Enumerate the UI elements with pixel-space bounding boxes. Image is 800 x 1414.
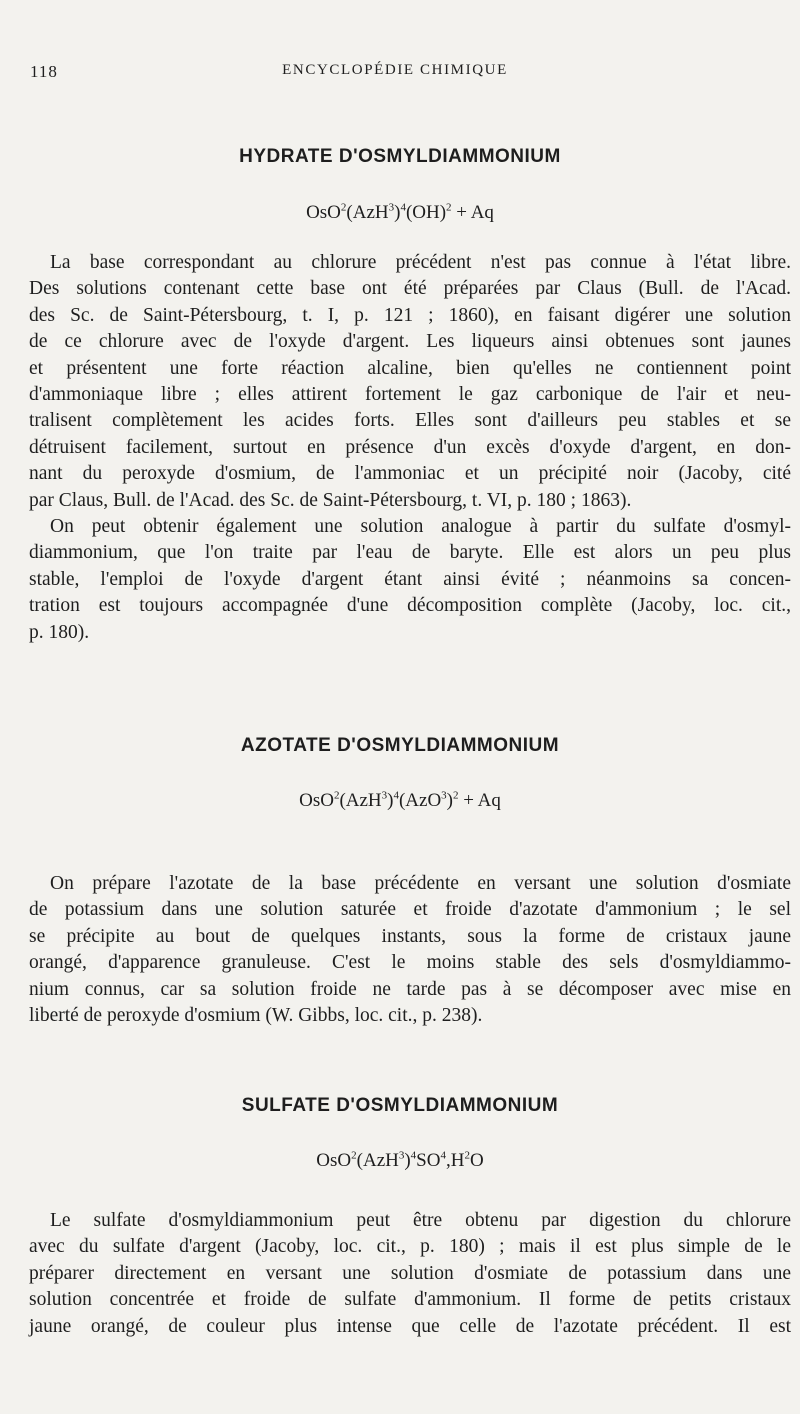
text-line: tration est toujours accompagnée d'une décomposition complète (Jacoby, loc. cit., (29, 595, 791, 617)
text-line: On peut obtenir également une solution analogue à partir du sulfate d'osmyl- (50, 516, 791, 537)
text-line: de potassium dans une solution saturée et froide d'azotate d'ammonium ; le sel (29, 899, 791, 921)
running-title: ENCYCLOPÉDIE CHIMIQUE (282, 62, 508, 78)
text-line: avec du sulfate d'argent (Jacoby, loc. cit., p. 180) ; mais il est plus simple de le (29, 1236, 791, 1258)
paragraph-sulfate (29, 1208, 791, 1340)
text-line: nium connus, car sa solution froide ne tarde pas à se décomposer avec mise en (29, 978, 791, 1000)
formula-text: SO (416, 1150, 441, 1171)
formula-text: + Aq (458, 790, 501, 811)
formula-superscript: 4 (440, 1149, 446, 1162)
formula-superscript: 2 (446, 201, 452, 214)
text-line: des Sc. de Saint-Pétersbourg, t. I, p. 121 ; 1860), en faisant digérer une solution (29, 304, 791, 326)
formula-text: (AzH (339, 790, 382, 811)
formula-superscript: 2 (464, 1149, 470, 1162)
formula-superscript: 2 (333, 789, 340, 802)
text-line: solution concentrée et froide de sulfate d'ammonium. Il forme de petits cristaux (29, 1289, 791, 1311)
formula-text: OsO (299, 790, 334, 811)
formula-text: + Aq (451, 202, 494, 223)
text-line: tralisent complètement les acides forts. Elles sont d'ailleurs peu stables et se (29, 410, 791, 432)
text-line: d'ammoniaque libre ; elles attirent fortement le gaz carbonique de l'air et neu- (29, 384, 791, 406)
formula-superscript: 2 (351, 1149, 357, 1162)
text-line: jaune orangé, de couleur plus intense que celle de l'azotate précédent. Il est (29, 1315, 791, 1337)
text-line: La base correspondant au chlorure précédent n'est pas connue à l'état libre. (50, 252, 791, 273)
text-line: de ce chlorure avec de l'oxyde d'argent. Les liqueurs ainsi obtenues sont jaunes (29, 331, 791, 353)
formula-superscript: 4 (393, 789, 399, 802)
text-line: se précipite au bout de quelques instants, sous la forme de cristaux jaune (29, 925, 791, 947)
formula-text: (OH) (405, 202, 447, 223)
formula-sulfate (0, 1150, 800, 1172)
formula-text: ) (404, 1150, 411, 1171)
formula-text: (AzO (398, 790, 442, 811)
formula-text: (AzH (346, 202, 389, 223)
text-line: par Claus, Bull. de l'Acad. des Sc. de Saint-Pétersbourg, t. VI, p. 180 ; 1863). (29, 489, 632, 511)
text-line: préparer directement en versant une solution d'osmiate de potassium dans une (29, 1262, 791, 1284)
formula-text: ,H (445, 1150, 465, 1171)
formula-text: O (469, 1150, 484, 1171)
formula-superscript: 2 (340, 201, 347, 214)
formula-superscript: 3 (441, 789, 447, 802)
formula-azotate (0, 790, 800, 812)
text-line: diammonium, que l'on traite par l'eau de baryte. Elle est alors un peu plus (29, 542, 791, 564)
formula-text: ) (394, 202, 401, 223)
formula-text: ) (387, 790, 394, 811)
text-line: stable, l'emploi de l'oxyde d'argent étant ainsi évité ; néanmoins sa concen- (29, 568, 791, 590)
section-title-azotate: AZOTATE D'OSMYLDIAMMONIUM (240, 735, 560, 756)
section-title-hydrate: HYDRATE D'OSMYLDIAMMONIUM (239, 146, 561, 167)
page-header (30, 62, 760, 86)
formula-superscript: 4 (410, 1149, 417, 1162)
text-line: liberté de peroxyde d'osmium (W. Gibbs, loc. cit., p. 238). (29, 1005, 483, 1027)
text-line: p. 180). (29, 621, 90, 643)
formula-text: ) (446, 790, 453, 811)
text-line: Des solutions contenant cette base ont été préparées par Claus (Bull. de l'Acad. (29, 278, 791, 300)
text-line: et présentent une forte réaction alcaline, bien qu'elles ne contiennent point (29, 357, 791, 379)
paragraph-hydrate-2 (29, 514, 791, 646)
formula-text: (AzH (356, 1150, 399, 1171)
formula-text: OsO (316, 1150, 352, 1171)
section-title-sulfate: SULFATE D'OSMYLDIAMMONIUM (241, 1095, 559, 1116)
text-line: nant du peroxyde d'osmium, de l'ammoniac et un précipité noir (Jacoby, cité (29, 463, 791, 485)
text-line: détruisent facilement, surtout en présence d'un excès d'oxyde d'argent, en don- (29, 436, 791, 458)
formula-text: OsO (306, 202, 341, 223)
text-line: On prépare l'azotate de la base précédente en versant une solution d'osmiate (50, 873, 791, 894)
formula-superscript: 3 (381, 789, 388, 802)
formula-superscript: 3 (388, 201, 395, 214)
paragraph-azotate (29, 871, 791, 1029)
text-line: Le sulfate d'osmyldiammonium peut être obtenu par digestion du chlorure (50, 1210, 791, 1231)
formula-hydrate (0, 202, 800, 224)
text-line: orangé, d'apparence granuleuse. C'est le moins stable des sels d'osmyldiammo- (29, 952, 791, 974)
formula-superscript: 4 (400, 201, 406, 214)
page-number: 118 (30, 62, 58, 81)
formula-superscript: 3 (398, 1149, 405, 1162)
formula-superscript: 2 (453, 789, 459, 802)
paragraph-hydrate-1 (29, 250, 791, 514)
